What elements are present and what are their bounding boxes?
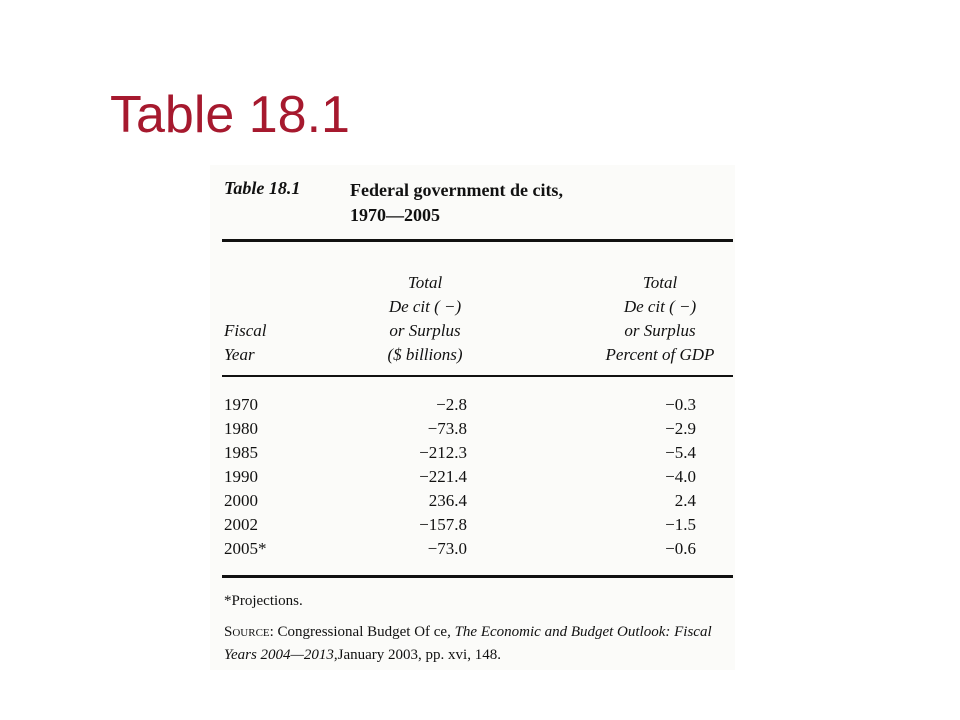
header-line: De cit ( −) <box>623 297 697 316</box>
total-cell: −221.4 <box>419 467 467 486</box>
header-line: or Surplus <box>389 321 461 340</box>
table-label: Table 18.1 <box>224 178 301 198</box>
table-row <box>210 393 735 417</box>
slide-title: Table 18.1 <box>110 86 350 144</box>
header-total-billions <box>370 271 480 367</box>
year-cell: 2000 <box>224 491 258 510</box>
source-publication: The Economic and Budget Outlook: Fiscal Years 2004—2013 <box>224 624 712 663</box>
table-row <box>210 465 735 489</box>
percent-cell: −0.6 <box>665 539 696 558</box>
source-text: ,January 2003, pp. xvi, 148. <box>333 647 501 663</box>
footnote: *Projections. <box>224 593 303 609</box>
percent-cell: −4.0 <box>665 467 696 486</box>
table-row <box>210 489 735 513</box>
table-row <box>210 417 735 441</box>
year-cell: 2005* <box>224 539 267 558</box>
year-cell: 1990 <box>224 467 258 486</box>
percent-cell: −2.9 <box>665 419 696 438</box>
table-body <box>210 393 735 561</box>
year-cell: 1980 <box>224 419 258 438</box>
header-line: Percent of GDP <box>605 345 715 364</box>
header-line: ($ billions) <box>387 345 463 364</box>
table-title <box>350 178 710 228</box>
year-cell: 2002 <box>224 515 258 534</box>
total-cell: −73.0 <box>427 539 467 558</box>
table-row <box>210 537 735 561</box>
source-text: : Congressional Budget Of ce, <box>269 624 455 640</box>
source-label: Source <box>224 624 270 640</box>
total-cell: −2.8 <box>436 395 467 414</box>
header-line: Total <box>642 273 678 292</box>
year-cell: 1970 <box>224 395 258 414</box>
percent-cell: −5.4 <box>665 443 696 462</box>
header-line: Fiscal <box>224 321 267 340</box>
header-fiscal-year <box>224 319 267 367</box>
table-image <box>210 165 735 670</box>
year-cell: 1985 <box>224 443 258 462</box>
percent-cell: 2.4 <box>674 491 696 510</box>
header-rule <box>222 375 733 377</box>
top-rule <box>222 239 733 242</box>
header-line: Year <box>224 345 255 364</box>
percent-cell: −1.5 <box>665 515 696 534</box>
header-line: De cit ( −) <box>388 297 462 316</box>
total-cell: −212.3 <box>419 443 467 462</box>
table-row <box>210 513 735 537</box>
total-cell: −157.8 <box>419 515 467 534</box>
percent-cell: −0.3 <box>665 395 696 414</box>
total-cell: −73.8 <box>427 419 467 438</box>
total-cell: 236.4 <box>428 491 467 510</box>
table-row <box>210 441 735 465</box>
header-line: Total <box>407 273 443 292</box>
header-line: or Surplus <box>624 321 696 340</box>
bottom-rule <box>222 575 733 578</box>
table-title-line: Federal government de cits, <box>350 180 563 200</box>
source-note <box>224 621 729 667</box>
header-percent-gdp <box>590 271 730 367</box>
table-title-line: 1970—2005 <box>350 205 440 225</box>
